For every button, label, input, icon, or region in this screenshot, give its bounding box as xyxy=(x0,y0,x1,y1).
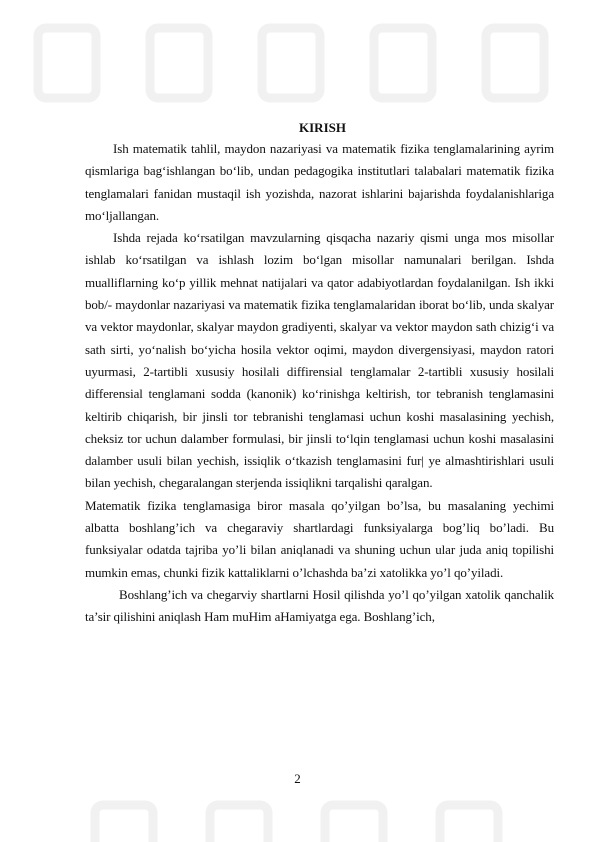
paragraph-conditions: Boshlang’ich va chegarviy shartlarni Hosil qilishda yo’l qo’yilgan xatolik qanchalik ta’sir qilishini aniqlash Ham muHim aHamiyatga ega. Boshlang’ich, xyxy=(85,586,554,625)
paragraph-intro: Ish matematik tahlil, maydon nazariyasi va matematik fizika tenglamalarining ayrim qismlariga bag‘ishlangan bo‘lib, undan pedagogika institutlari talabalari matematik fizika tenglamalari fanidan mustaqil ish yozishda, nazorat ishlarini bajarishda foydalanishlariga mo‘ljallangan. xyxy=(85,141,554,223)
page-title: KIRISH xyxy=(299,120,346,135)
document-body xyxy=(85,118,554,629)
paragraph-plan: Ishda rejada ko‘rsatilgan mavzularning qisqacha nazariy qismi unga mos misollar ishlab ko‘rsatilgan va ishlash lozim bo‘lgan misollar namunalari berilgan. Ishda mualliflarning ko‘p yillik mehnat natijalari va qator adabiyotlardan foydalanilgan. Ish ikki bob/- maydonlar nazariyasi va matematik fizika tenglamalaridan iborat bo‘lib, unda skalyar va vektor maydonlar, skalyar maydon gradiyenti, skalyar va vektor maydon sath chizig‘i va sath sirti, yo‘nalish bo‘yicha hosila vektor oqimi, maydon divergensiyasi, maydon ratori uyurmasi, 2-tartibli xususiy hosilali diffirensial tenglamalar 2-tartibli xususiy hosilali differensial tenglamani sodda (kanonik) ko‘rinishga keltirish, tor tebranish tenglamasini keltirib chiqarish, bir jinsli tor tebranishi tenglamasi uchun koshi masalasining yechish, cheksiz tor uchun dalamber formulasi, bir jinsli to‘lqin tenglamasi uchun koshi masalasini dalamber usuli bilan yechish, issiqlik o‘tkazish tenglamasini fur| ye almashtirishlari usuli bilan yechish, chegaralangan sterjenda issiqlikni tarqalishi qaralgan. xyxy=(85,230,554,491)
paragraph-problem: Matematik fizika tenglamasiga biror masala qo’yilgan bo’lsa, bu masalaning yechimi albatta boshlang’ich va chegaraviy shartlardagi funksiyalarga bog’liq bo’ladi. Bu funksiyalar odatda tajriba yo’li bilan aniqlanadi va shuning uchun ular juda aniq topilishi mumkin emas, chunki fizik kattaliklarni o’lchashda ba’zi xatolikka yo’l qo’yiladi. xyxy=(85,497,554,580)
page-number: 2 xyxy=(294,771,301,786)
